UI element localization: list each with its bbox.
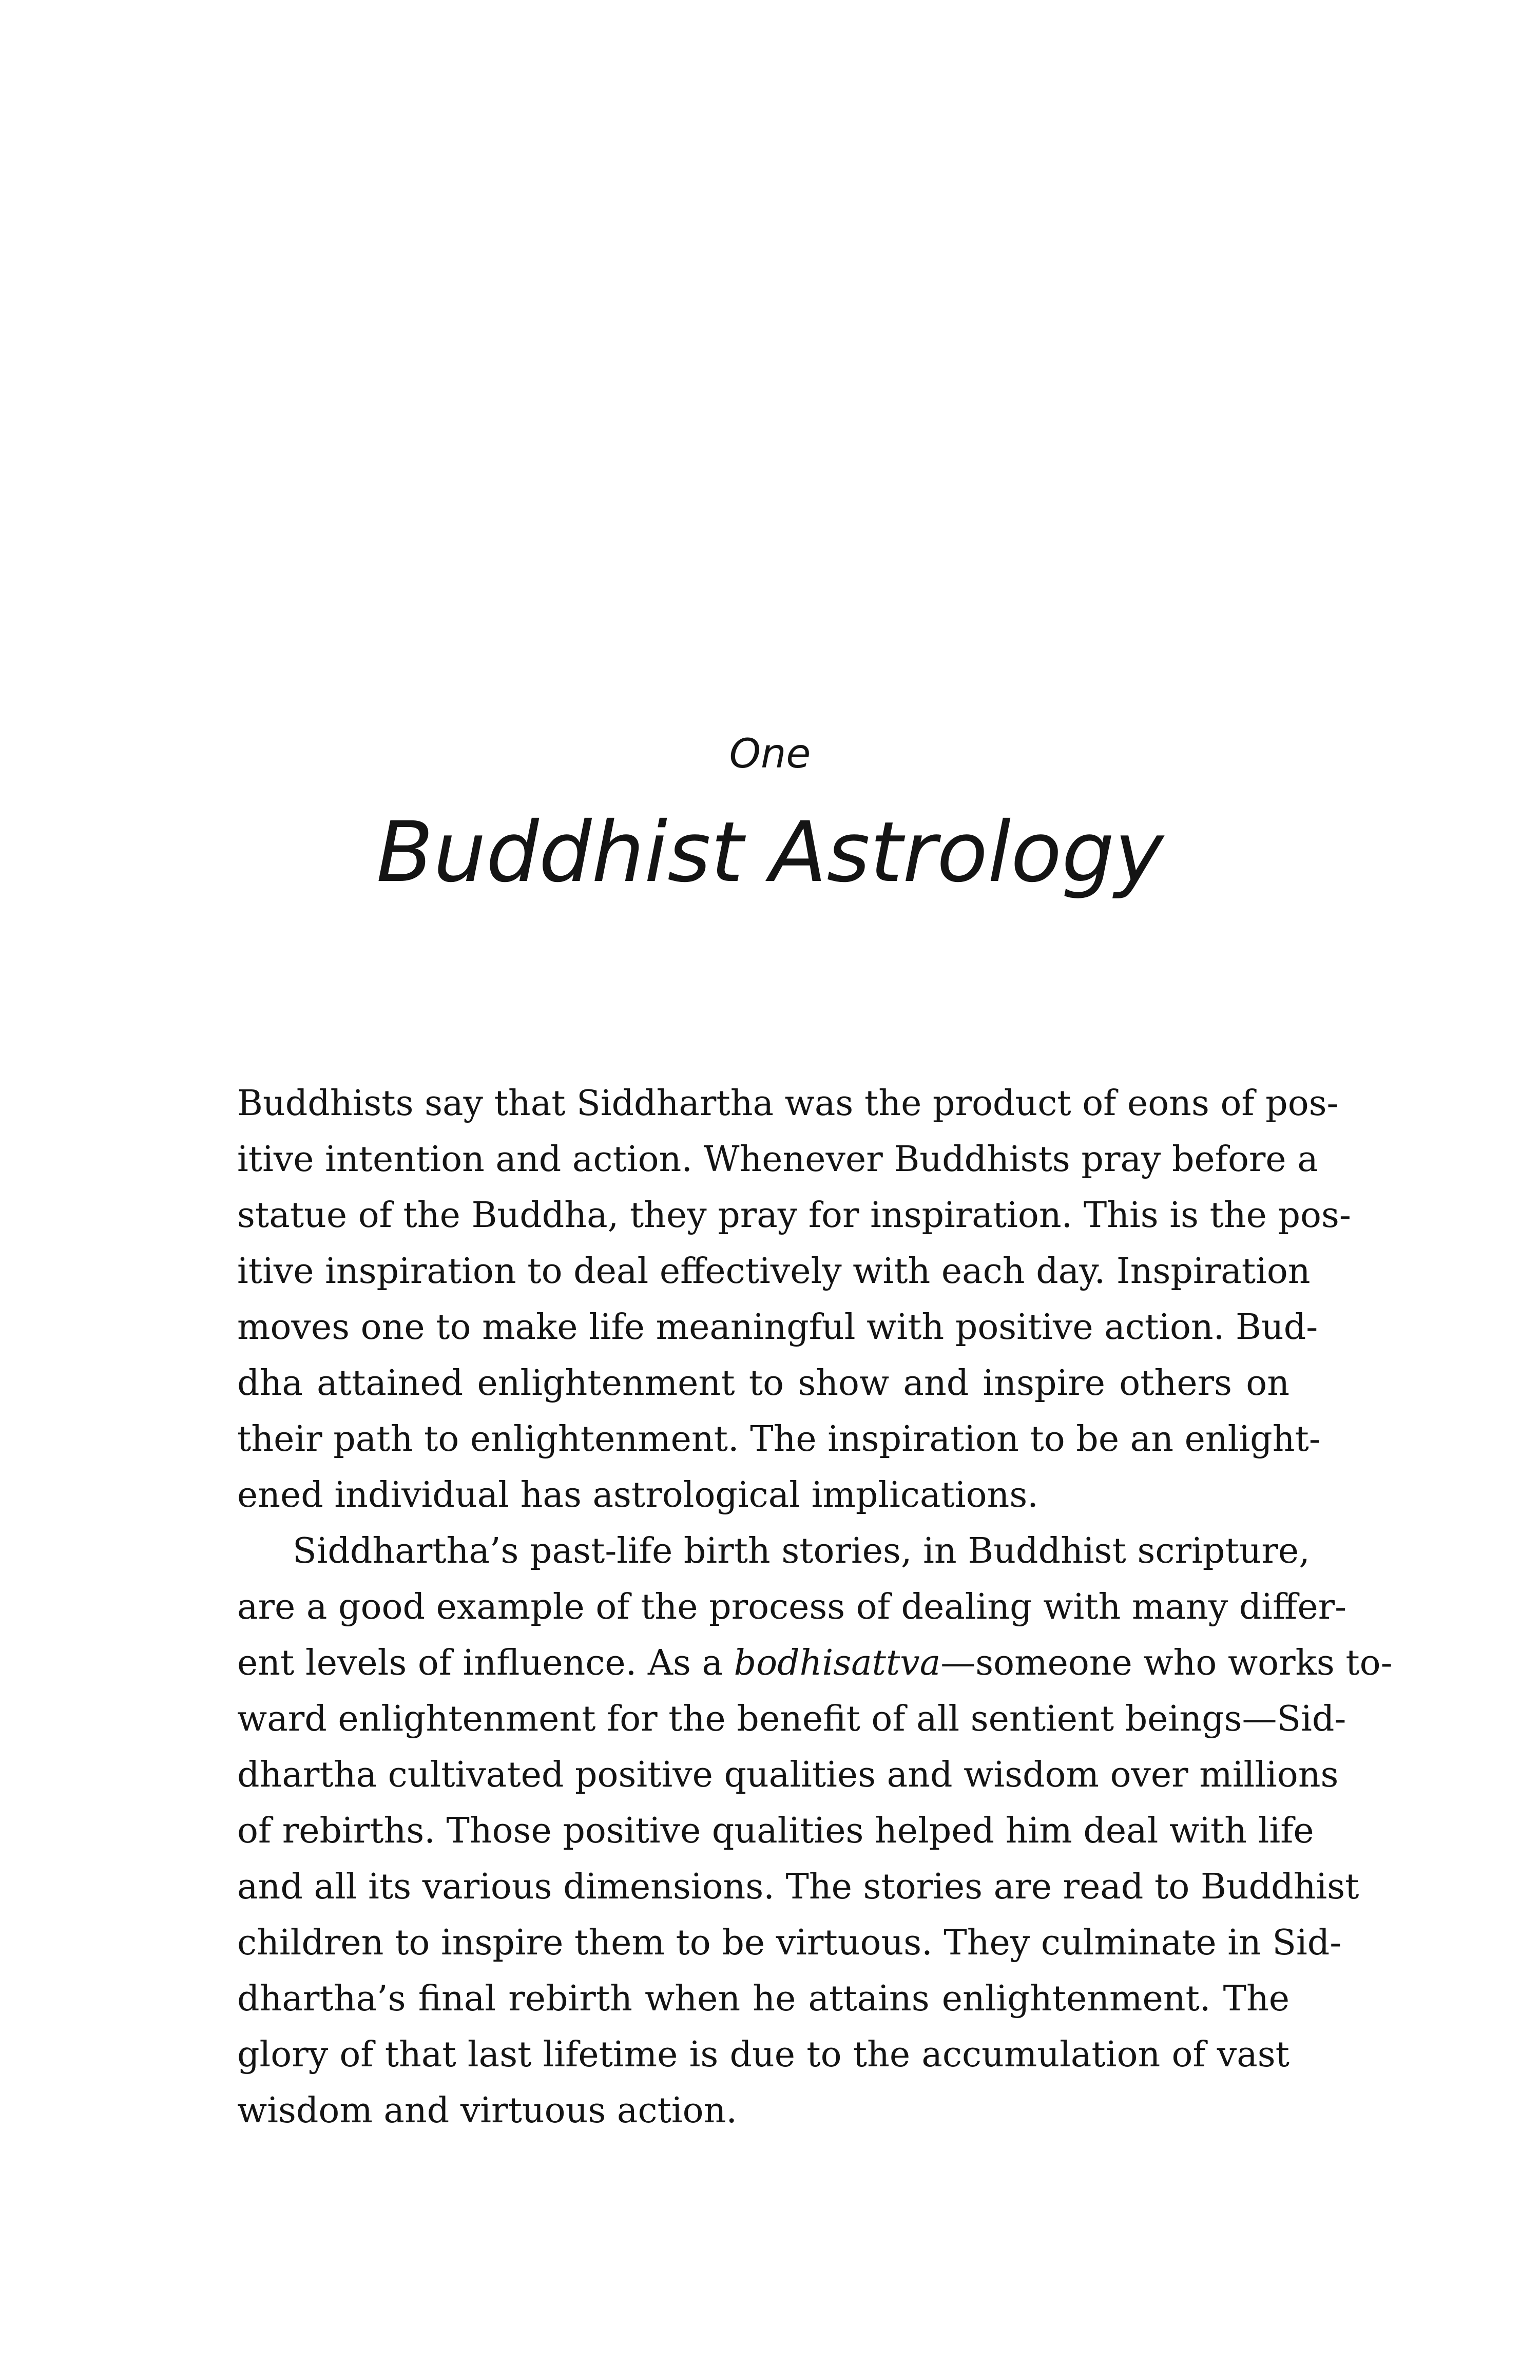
term-bodhisattva: bodhisattva: [734, 1643, 941, 1683]
body-text: [237, 1076, 1393, 2139]
text-line: Buddhists say that Siddhartha was the product of eons of pos-: [237, 1083, 1339, 1124]
text-line: wisdom and virtuous action.: [237, 2090, 737, 2131]
paragraph-2: [237, 1523, 1393, 2139]
text-line: glory of that last lifetime is due to the accumulation of vast: [237, 2034, 1289, 2075]
text-line: itive inspiration to deal effectively with each day. Inspiration: [237, 1251, 1311, 1292]
text-line: children to inspire them to be virtuous. They culminate in Sid-: [237, 1923, 1342, 1963]
text-line: dhartha cultivated positive qualities and wisdom over millions: [237, 1755, 1339, 1795]
text-segment: —someone who works to-: [940, 1643, 1393, 1683]
text-line: of rebirths. Those positive qualities helped him deal with life: [237, 1811, 1314, 1851]
text-line: ened individual has astrological implications.: [237, 1475, 1038, 1515]
text-line: Siddhartha’s past-life birth stories, in Buddhist scripture,: [293, 1531, 1310, 1571]
text-line: their path to enlightenment. The inspiration to be an enlight-: [237, 1419, 1321, 1460]
paragraph-1: [237, 1076, 1351, 1523]
text-line: dha attained enlightenment to show and inspire others on: [237, 1363, 1289, 1404]
text-segment: ent levels of influence. As a: [237, 1643, 734, 1683]
text-line: statue of the Buddha, they pray for inspiration. This is the pos-: [237, 1195, 1351, 1236]
text-line-with-term: [237, 1635, 1393, 1691]
text-line: itive intention and action. Whenever Buddhists pray before a: [237, 1139, 1318, 1180]
text-line: ward enlightenment for the benefit of all sentient beings—Sid-: [237, 1699, 1346, 1739]
text-line: are a good example of the process of dealing with many differ-: [237, 1587, 1347, 1627]
text-line: and all its various dimensions. The stories are read to Buddhist: [237, 1867, 1359, 1907]
chapter-number: One: [729, 731, 811, 777]
text-line: moves one to make life meaningful with positive action. Bud-: [237, 1307, 1318, 1348]
chapter-title: Buddhist Astrology: [376, 804, 1164, 901]
text-line: dhartha’s final rebirth when he attains enlightenment. The: [237, 1979, 1289, 2019]
